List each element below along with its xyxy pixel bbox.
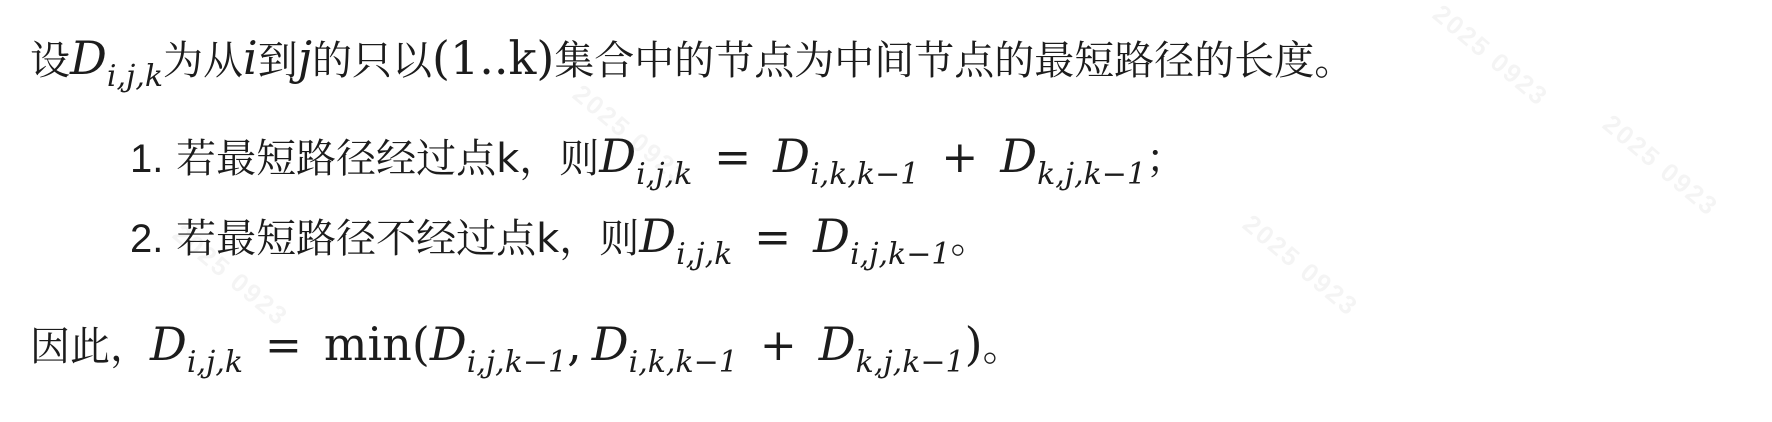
watermark (1427, 0, 1555, 113)
math-symbol-D: D (591, 317, 629, 371)
math-symbol-D: D (1000, 129, 1038, 183)
math-subscript: i,k,k−1 (810, 157, 920, 192)
math-subscript: i,k,k−1 (628, 345, 738, 380)
definition-text-4: 集合中的节点为中间节点的最短路径的长度。 (554, 38, 1355, 84)
math-equals: = (754, 212, 792, 263)
watermark (1237, 208, 1365, 322)
math-subscript: i,j,k−1 (466, 345, 568, 380)
math-symbol-j: j (297, 31, 313, 85)
math-subscript: i,j,k (106, 59, 164, 94)
math-symbol-i: i (243, 31, 258, 85)
math-right-paren: ) (964, 317, 983, 371)
list-item-text: 若最短路径经过点k，则 (176, 136, 600, 182)
math-subscript: i,j,k (676, 237, 733, 272)
math-comma: , (567, 317, 582, 371)
list-item-end: ； (1146, 136, 1187, 182)
math-symbol-D: D (150, 317, 187, 371)
math-left-paren: ( (411, 317, 430, 371)
list-item-text: 若最短路径不经过点k，则 (176, 216, 640, 262)
list-item-1 (130, 126, 1187, 192)
math-equals: = (714, 132, 752, 183)
math-plus: + (759, 320, 797, 371)
conclusion-end: 。 (982, 324, 1023, 370)
list-item-2 (130, 206, 991, 272)
conclusion-line (30, 314, 1023, 380)
math-symbol-D: D (599, 129, 637, 183)
definition-line (30, 28, 1355, 94)
definition-text-3: 的只以 (312, 38, 433, 84)
math-set: (1..k) (432, 31, 555, 85)
math-equals: = (265, 320, 302, 371)
math-subscript: k,j,k−1 (855, 345, 965, 380)
math-subscript: k,j,k−1 (1037, 157, 1147, 192)
math-plus: + (941, 132, 979, 183)
definition-text-2: 到 (257, 38, 298, 84)
math-subscript: i,j,k (186, 345, 244, 380)
definition-prefix: 设 (30, 38, 70, 84)
watermark (1597, 108, 1725, 222)
conclusion-text: 因此， (30, 324, 150, 370)
math-subscript: i,j,k−1 (850, 237, 951, 272)
math-symbol-D: D (773, 129, 811, 183)
list-item-end: 。 (950, 216, 991, 262)
math-symbol-D: D (818, 317, 856, 371)
math-subscript: i,j,k (636, 157, 693, 192)
list-item-number: 2. (130, 217, 164, 261)
math-symbol-D: D (813, 209, 851, 263)
math-symbol-D: D (429, 317, 467, 371)
math-symbol-D: D (70, 31, 107, 85)
definition-text-1: 为从 (163, 38, 244, 84)
math-min: min (323, 317, 412, 371)
math-symbol-D: D (639, 209, 677, 263)
list-item-number: 1. (130, 137, 164, 181)
